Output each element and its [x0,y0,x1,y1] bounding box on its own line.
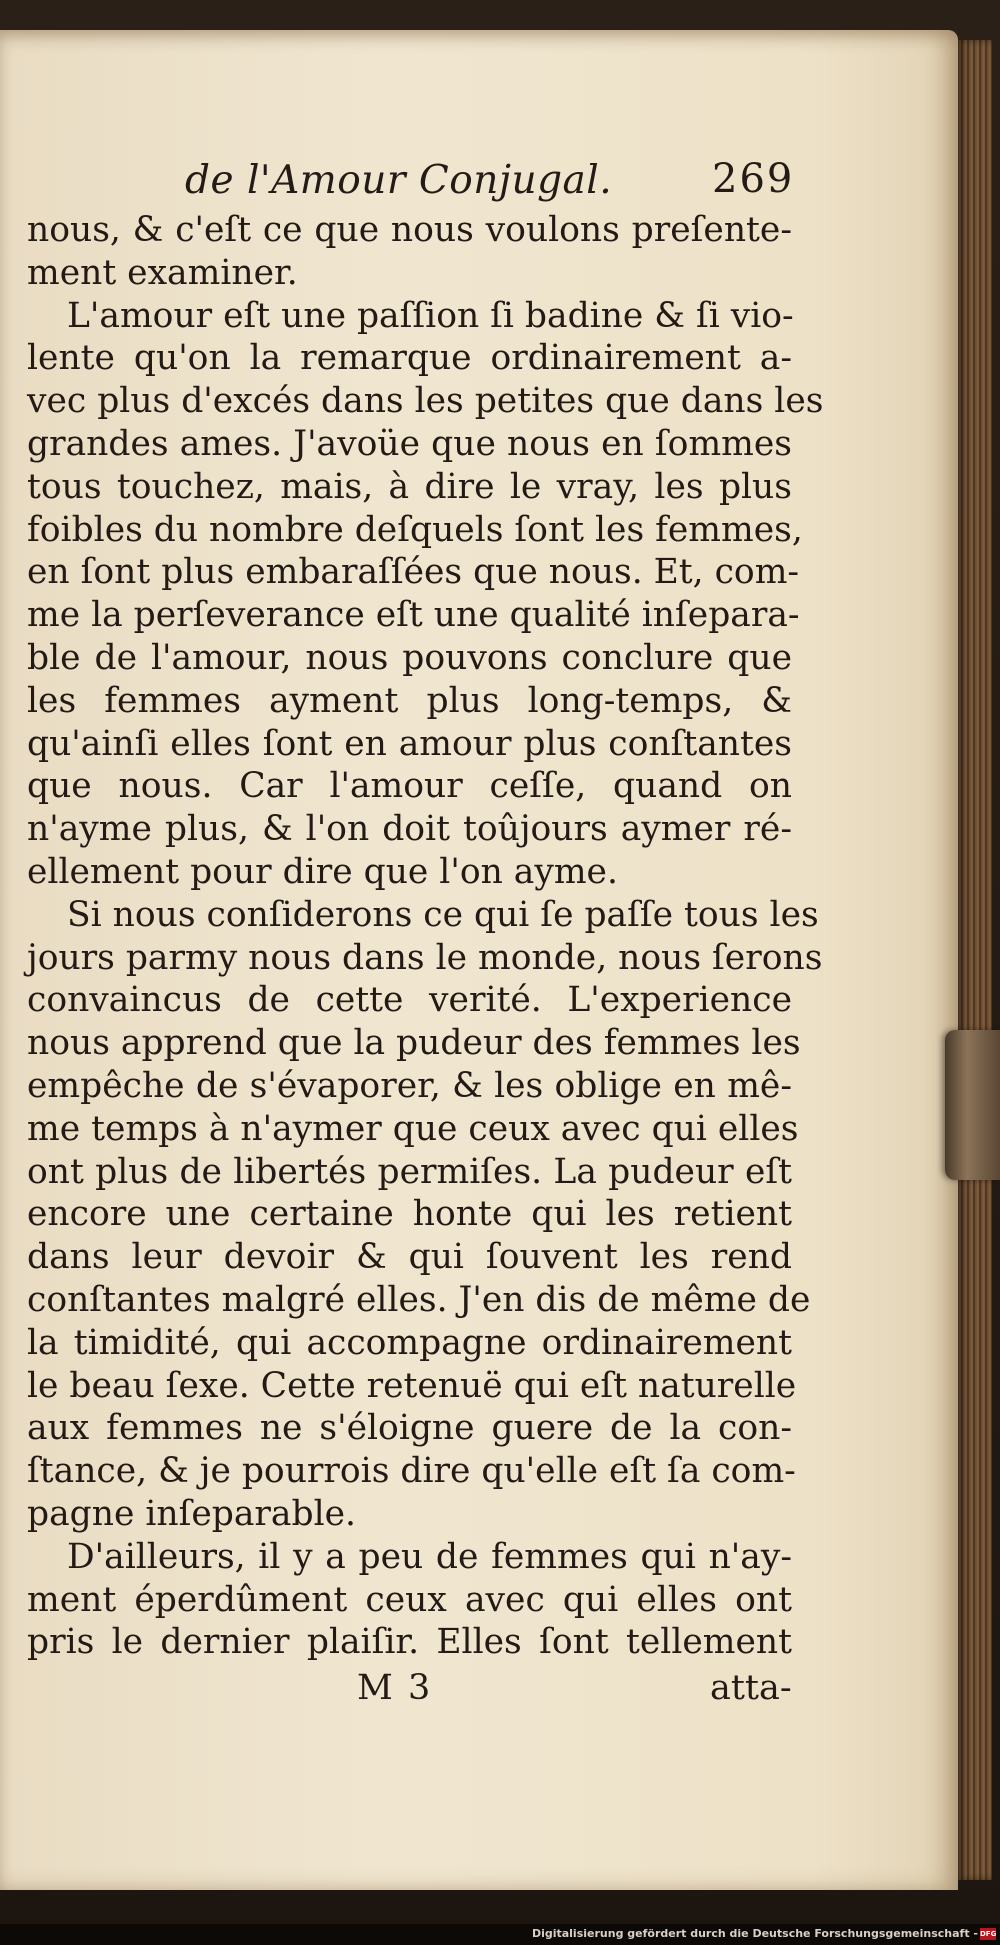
text-line: grandes ames. J'avoüe que nous en ſommes [27,423,792,464]
text-line: nous, & c'eſt ce que nous voulons preſente- [27,210,792,250]
text-line: ellement pour dire que l'on ayme. [27,851,618,892]
text-line: pagne inſeparable. [27,1493,356,1534]
text-line: aux femmes ne s'éloigne guere de la con- [27,1408,792,1449]
text-line: L'amour eſt une paſſion ſi badine & ſi vio- [67,295,794,336]
text-line: encore une certaine honte qui les retient [27,1194,792,1235]
text-line: n'ayme plus, & l'on doit toûjours aymer ré- [27,809,792,850]
text-line: la timidité, qui accompagne ordinairement [27,1322,792,1363]
text-line: les femmes ayment plus long-temps, & [27,680,792,721]
page-edges [958,40,992,1880]
page-clip [945,1030,1000,1180]
text-line: ment examiner. [27,252,298,293]
text-line: ſtance, & je pourrois dire qu'elle eſt ſa com- [27,1451,796,1492]
text-line: empêche de s'évaporer, & les oblige en mê- [27,1065,792,1106]
text-line: nous apprend que la pudeur des femmes les [27,1023,801,1064]
text-line: ment éperdûment ceux avec qui elles ont [27,1579,792,1620]
digitization-credit: Digitalisierung gefördert durch die Deutsche Forschungsgemeinschaft - [531,1927,978,1940]
dfg-logo: DFG [980,1930,997,1938]
text-line: lente qu'on la remarque ordinairement a- [27,338,792,379]
text-line: qu'ainſi elles ſont en amour plus conſtantes [27,723,792,764]
text-line: que nous. Car l'amour ceſſe, quand on [27,766,792,807]
signature-mark: M 3 [357,1668,433,1708]
text-line: dans leur devoir & qui ſouvent les rend [27,1237,792,1278]
text-line: Si nous conſiderons ce qui ſe paſſe tous les [67,894,819,935]
page-number: 269 [712,156,795,202]
page-header [0,150,958,210]
text-line: me la perſeverance eſt une qualité inſepara- [27,595,800,636]
page-footer [0,1668,958,1718]
text-line: pris le dernier plaiſir. Elles ſont tellement [27,1622,792,1663]
text-line: vec plus d'excés dans les petites que dans les [27,381,824,422]
text-line: conſtantes malgré elles. J'en dis de même de [27,1279,811,1320]
text-line: tous touchez, mais, à dire le vray, les plus [27,466,792,507]
text-line: ble de l'amour, nous pouvons conclure que [27,637,792,678]
body-text [27,209,824,1664]
credit-bar [0,1924,1000,1945]
text-line: jours parmy nous dans le monde, nous ſerons [27,937,823,978]
text-line: en ſont plus embaraſſées que nous. Et, com- [27,552,800,593]
running-title: de l'Amour Conjugal. [185,158,613,203]
text-line: foibles du nombre deſquels ſont les femmes, [27,509,803,550]
text-line: D'ailleurs, il y a peu de femmes qui n'ay- [67,1536,792,1577]
text-line: me temps à n'aymer que ceux avec qui elles [27,1108,799,1149]
text-line: le beau ſexe. Cette retenuë qui eſt naturelle [27,1365,797,1406]
text-line: convaincus de cette verité. L'experience [27,980,792,1021]
catchword: atta- [710,1668,792,1708]
text-line: ont plus de libertés permiſes. La pudeur eſt [27,1151,792,1192]
